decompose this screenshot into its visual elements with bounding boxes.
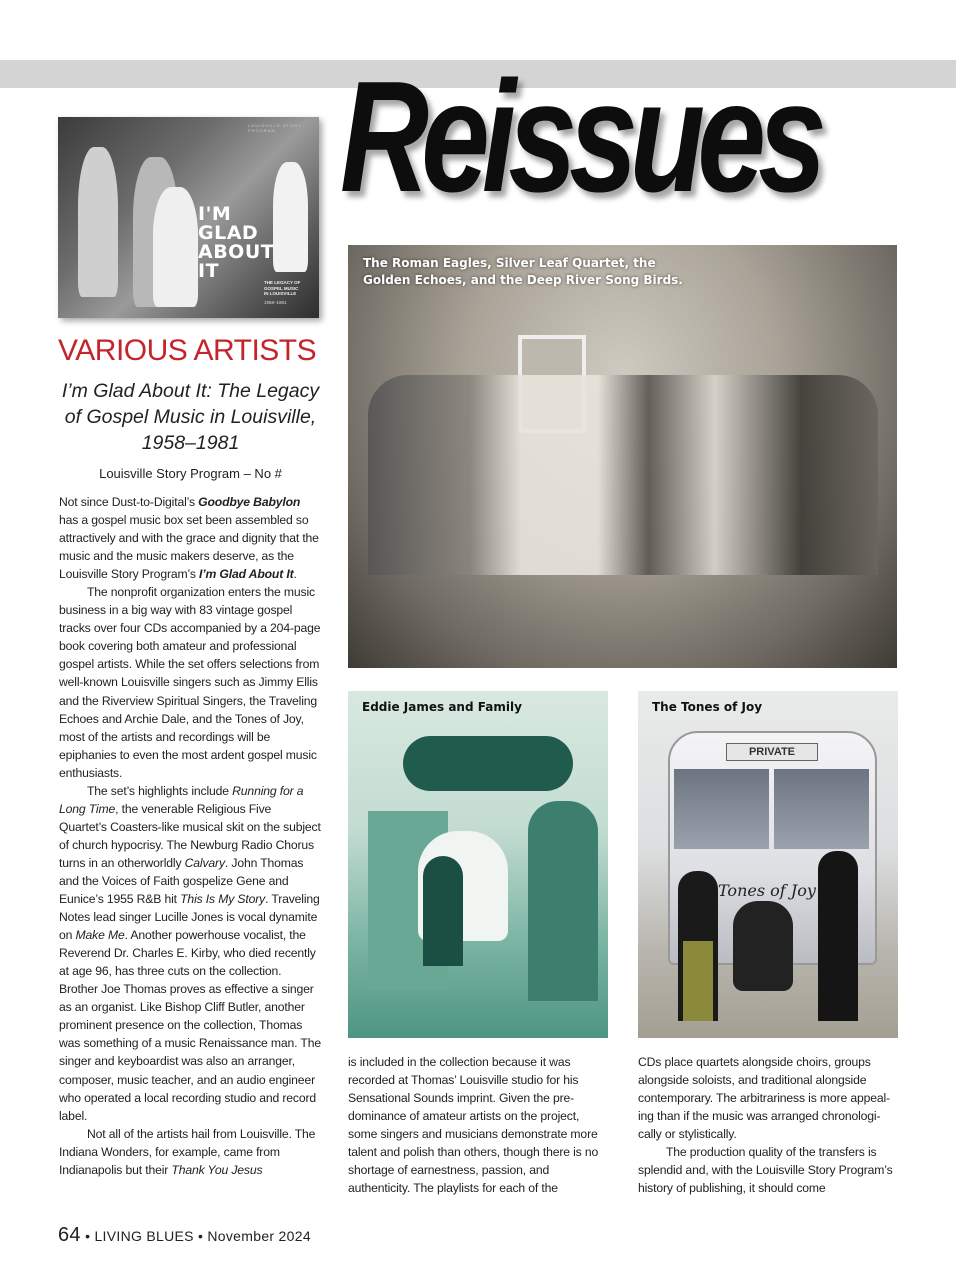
bus-photo (638, 691, 898, 1038)
album-title: I’m Glad About It: The Legacy of Gospel Music in Louisville, 1958–1981 (61, 380, 320, 454)
photo-caption: The Roman Eagles, Silver Leaf Quartet, the Golden Echoes, and the Deep River Song Birds. (363, 256, 683, 287)
paragraph: is included in the collection because it was recorded at Thomas’ Louisville studio for his Sensational Sounds imprint. Given the predominance of amateur artists on the project, some singers and musicians demonstrate more talent and polish than others, though there is no shortage of earnestness, passion, and authenticity. The playlists for each of the (348, 1055, 599, 1196)
photo-caption: Eddie James and Family (362, 700, 522, 714)
issue-date: November 2024 (207, 1228, 311, 1244)
cover-title: I'M GLAD ABOUT IT (198, 203, 275, 282)
bus-name: Tones of Joy (718, 881, 816, 900)
cover-years: 1958–1981 (264, 300, 287, 305)
separator: • (197, 1228, 204, 1244)
article-column-1 (59, 493, 321, 1179)
paragraph: The production quality of the transfers is splendid and, with the Louisville Story Program’s history of publishing, it should come (638, 1145, 893, 1196)
page-footer (58, 1224, 311, 1247)
page-number: 64 (58, 1224, 81, 1246)
separator: • (85, 1228, 91, 1244)
paragraph: Not all of the artists hail from Louisville. The Indiana Wonders, for example, came from Indianapolis but their Thank You Jesus (59, 1126, 316, 1177)
family-photo (348, 691, 608, 1038)
cover-subtitle: THE LEGACY OF GOSPEL MUSIC IN LOUISVILLE (264, 280, 301, 296)
paragraph: The nonprofit organization enters the music business in a big way with 83 vintage gospel tracks over four CDs accompanied by a 204-page book covering both amateur and professional gospel artists. While the set offers selections from well-known Louisville singers such as Jimmy Ellis and the Riverview Spiritual Singers, the Traveling Echoes and Archie Dale, and the Tones of Joy, most of the artists and recordings will be epiphanies to even the most ardent gospel music enthusiasts. (59, 585, 321, 780)
cover-publisher: LOUISVILLE STORY PROGRAM (248, 123, 302, 133)
photo-caption: The Tones of Joy (652, 700, 763, 714)
group-photo (348, 245, 897, 668)
album-cover-image (58, 117, 319, 318)
artist-heading: VARIOUS ARTISTS (58, 334, 317, 367)
article-column-2 (348, 1053, 608, 1197)
paragraph: The set’s highlights include Running for a Long Time, the venerable Religious Five Quartet’s Coasters-like musical skit on the subject of church hypocrisy. The Newburg Radio Chorus turns in an otherworldly Calvary. John Thomas and the Voices of Faith gospelize Gene and Eunice’s 1955 R&B hit This Is My Story. Traveling Notes lead singer Lucille Jones is vocal dynamite on Make Me. Another powerhouse vocalist, the Reverend Dr. Charles E. Kirby, who died recently at age 96, has three cuts on the collection. Brother Joe Thomas proves as effective a singer as an organist. Like Bishop Cliff Butler, another prominent presence on the collection, Thomas was something of a music Renaissance man. The singer and keyboardist was also an arranger, composer, music teacher, and an audio engineer who operated a local recording studio and record label. (59, 783, 321, 1123)
magazine-name: LIVING BLUES (94, 1228, 194, 1244)
label-line: Louisville Story Program – No # (99, 466, 282, 481)
paragraph: Not since Dust-to-Digital’s Goodbye Babylon has a gospel music box set been assembled so attractively and with the grace and dignity that the music and the music makers deserve, as the Louisville Story Program’s I’m Glad About It. (59, 495, 319, 582)
article-column-3 (638, 1053, 900, 1197)
section-title: Reissues (340, 49, 819, 225)
bus-sign: PRIVATE (726, 743, 818, 761)
paragraph: CDs place quartets alongside choirs, groups alongside soloists, and traditional alongside contemporary. The arbitrariness is more appealing than if the music was arranged chronologically or stylistically. (638, 1055, 891, 1142)
